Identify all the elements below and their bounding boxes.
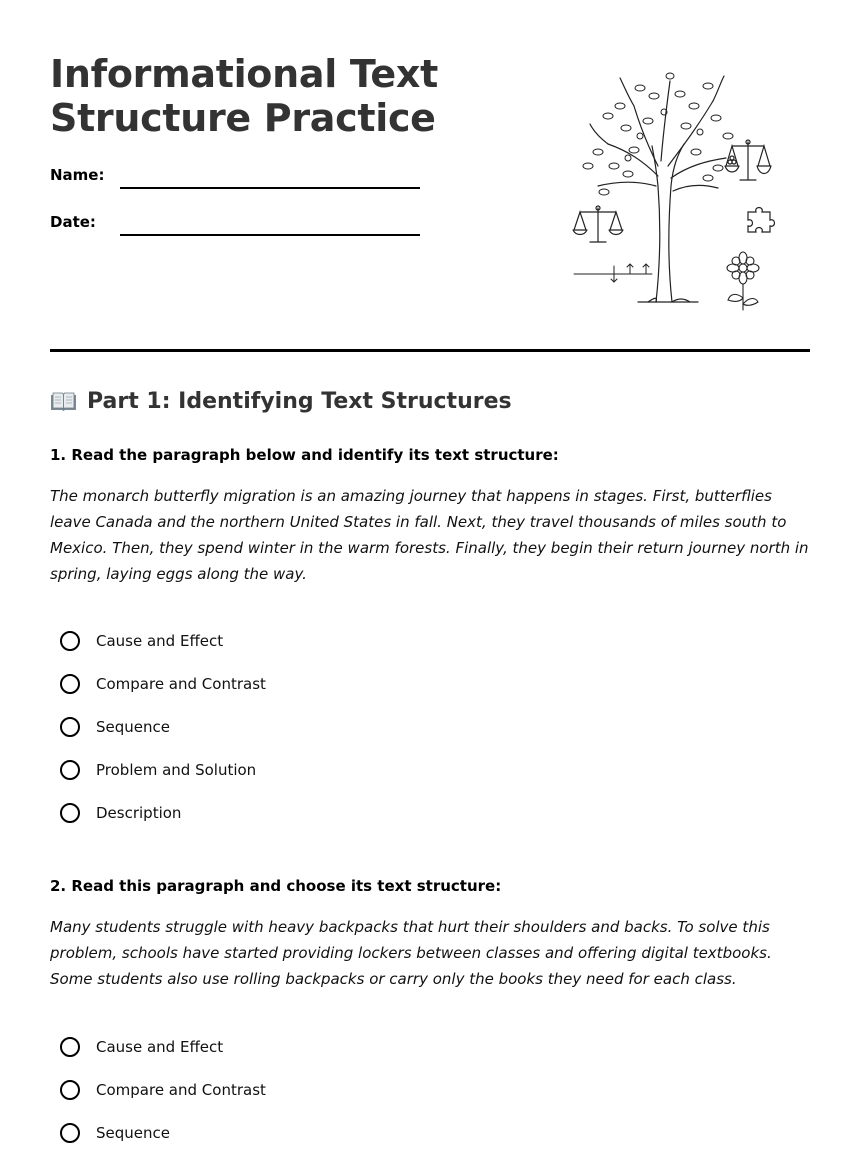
option-label: Sequence	[96, 1123, 170, 1142]
option-sequence[interactable]	[60, 705, 266, 748]
option-label: Cause and Effect	[96, 631, 224, 650]
option-label: Problem and Solution	[96, 760, 257, 779]
date-field[interactable]	[120, 234, 420, 236]
radio-button[interactable]	[60, 803, 80, 823]
option-sequence[interactable]	[60, 1111, 266, 1154]
option-compare-and-contrast[interactable]	[60, 1068, 266, 1111]
option-cause-and-effect[interactable]	[60, 619, 266, 662]
header-divider	[50, 349, 810, 352]
radio-button[interactable]	[60, 674, 80, 694]
radio-button[interactable]	[60, 631, 80, 651]
radio-button[interactable]	[60, 1080, 80, 1100]
radio-button[interactable]	[60, 1123, 80, 1143]
worksheet-title	[50, 52, 438, 140]
puzzle-piece-icon	[748, 208, 775, 233]
question-2-passage: Many students struggle with heavy backpacks that hurt their shoulders and backs. To solve this problem, schools have started providing lockers between classes and offering digital textbooks. Some students also use rolling backpacks or carry only the books they need for each class.	[50, 918, 772, 988]
radio-button[interactable]	[60, 717, 80, 737]
question-2-options	[60, 1025, 266, 1154]
part1-heading	[50, 389, 512, 414]
option-label: Description	[96, 803, 182, 822]
option-cause-and-effect[interactable]	[60, 1025, 266, 1068]
question-2-prompt: 2. Read this paragraph and choose its text structure:	[50, 877, 502, 895]
radio-button[interactable]	[60, 1037, 80, 1057]
option-description[interactable]	[60, 791, 266, 834]
ground-arrows-icon	[574, 264, 652, 282]
option-label: Compare and Contrast	[96, 1080, 266, 1099]
balance-scale-icon	[573, 206, 623, 242]
part1-heading-text: Part 1: Identifying Text Structures	[87, 389, 512, 414]
name-label: Name:	[50, 166, 105, 184]
radio-button[interactable]	[60, 760, 80, 780]
open-book-icon	[50, 392, 77, 412]
option-problem-and-solution[interactable]	[60, 748, 266, 791]
name-field[interactable]	[120, 187, 420, 189]
question-1-passage: The monarch butterfly migration is an amazing journey that happens in stages. First, butterflies leave Canada and the northern United States in fall. Next, they travel thousands of miles south to Mexico. Then, they spend winter in the warm forests. Finally, they begin their return journey north in spring, laying eggs along the way.	[50, 487, 809, 583]
balance-scale-icon	[725, 140, 771, 180]
tree-icon	[583, 73, 733, 302]
option-label: Sequence	[96, 717, 170, 736]
tree-illustration	[568, 66, 788, 316]
flower-icon	[727, 252, 759, 310]
question-1-options	[60, 619, 266, 834]
date-label: Date:	[50, 213, 96, 231]
option-compare-and-contrast[interactable]	[60, 662, 266, 705]
title-line-1: Informational Text	[50, 52, 438, 96]
title-line-2: Structure Practice	[50, 96, 436, 140]
question-1-prompt: 1. Read the paragraph below and identify its text structure:	[50, 446, 559, 464]
option-label: Compare and Contrast	[96, 674, 266, 693]
option-label: Cause and Effect	[96, 1037, 224, 1056]
